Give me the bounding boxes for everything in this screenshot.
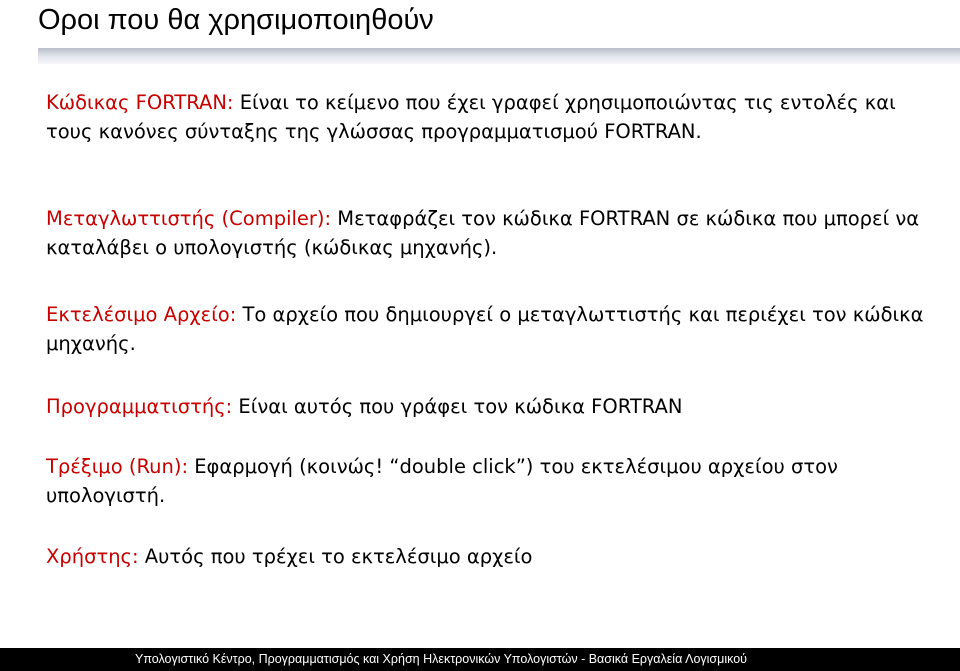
definition-executable xyxy=(46,300,946,358)
footer-text: Υπολογιστικό Κέντρο, Προγραμματισμός και Χρήση Ηλεκτρονικών Υπολογιστών - Βασικά Εργαλεία Λογισμικού xyxy=(135,652,748,666)
term-fortran-code: Κώδικας FORTRAN: xyxy=(46,91,234,114)
definition-compiler xyxy=(46,204,946,262)
slide-title: Οροι που θα χρησιμοποιηθούν xyxy=(38,4,434,36)
term-run: Τρέξιμο (Run): xyxy=(46,455,189,478)
term-executable: Εκτελέσιμο Αρχείο: xyxy=(46,303,237,326)
definition-run xyxy=(46,452,946,510)
description-fortran-code: Είναι το κείμενο που έχει γραφεί χρησιμοποιώντας τις εντολές και τους κανόνες σύνταξης της γλώσσας προγραμματισμού FORTRAN. xyxy=(46,91,896,143)
term-user: Χρήστης: xyxy=(46,545,139,568)
definition-fortran-code xyxy=(46,88,946,146)
description-programmer: Είναι αυτός που γράφει τον κώδικα FORTRAN xyxy=(232,395,683,418)
term-programmer: Προγραμματιστής: xyxy=(46,395,233,418)
definition-programmer xyxy=(46,392,946,421)
description-user: Αυτός που τρέχει το εκτελέσιμο αρχείο xyxy=(138,545,533,568)
description-compiler: Μεταφράζει τον κώδικα FORTRAN σε κώδικα που μπορεί να καταλάβει ο υπολογιστής (κώδικας μηχανής). xyxy=(46,207,920,259)
description-run: Εφαρμογή (κοινώς! “double click”) του εκτελέσιμου αρχείου στον υπολογιστή. xyxy=(46,455,838,507)
definition-user xyxy=(46,542,946,571)
title-divider xyxy=(38,48,960,64)
description-executable: Το αρχείο που δημιουργεί ο μεταγλωττιστής και περιέχει τον κώδικα μηχανής. xyxy=(46,303,924,355)
term-compiler: Μεταγλωττιστής (Compiler): xyxy=(46,207,332,230)
